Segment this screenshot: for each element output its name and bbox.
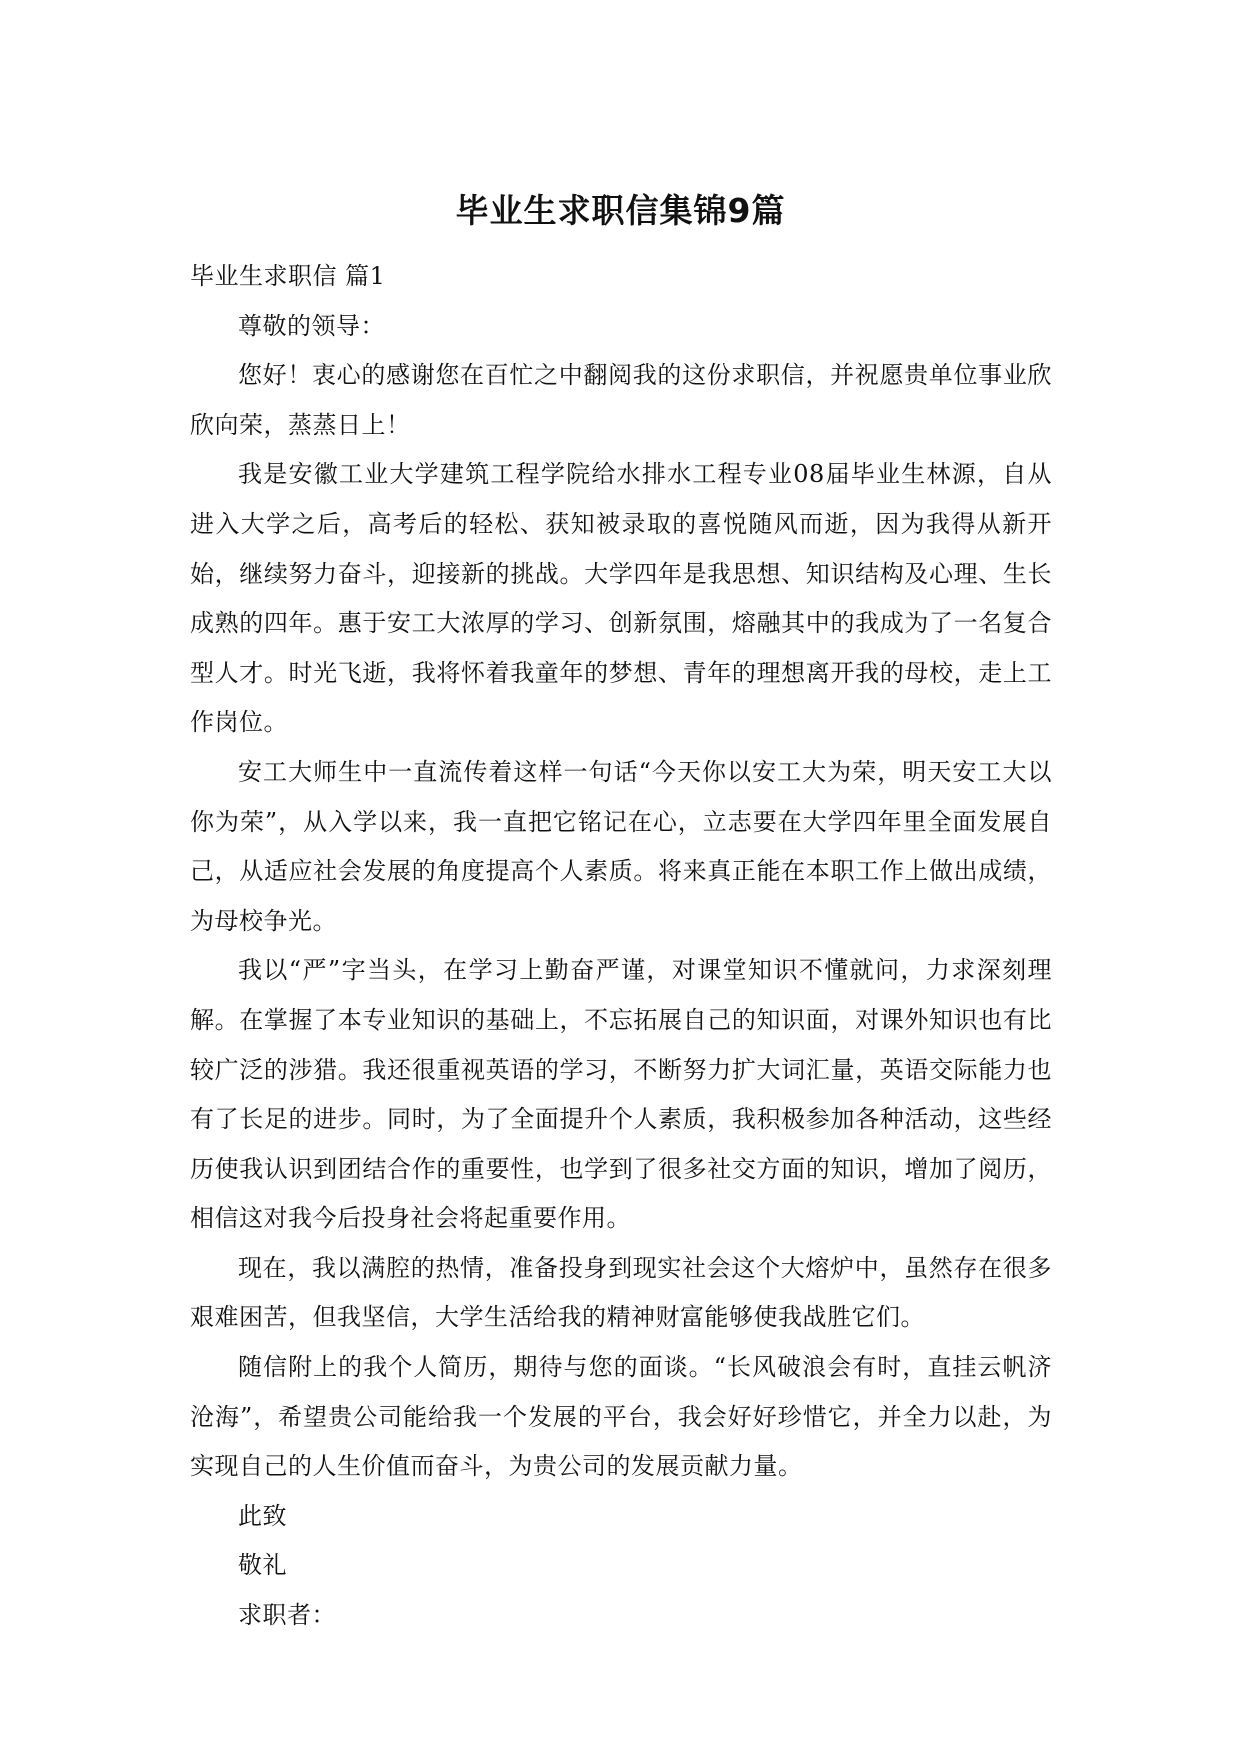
paragraph: 现在，我以满腔的热情，准备投身到现实社会这个大熔炉中，虽然存在很多艰难困苦，但我坚信，大学生活给我的精神财富能够使我战胜它们。 [190,1253,1052,1332]
signature-label: 求职者： [238,1601,336,1630]
document-title: 毕业生求职信集锦9篇 [455,191,786,230]
paragraph: 我是安徽工业大学建筑工程学院给水排水工程专业08届毕业生林源，自从进入大学之后，高考后的轻松、获知被录取的喜悦随风而逝，因为我得从新开始，继续努力奋斗，迎接新的挑战。大学四年是我思想、知识结构及心理、生长成熟的四年。惠于安工大浓厚的学习、创新氛围，熔融其中的我成为了一名复合型人才。时光飞逝，我将怀着我童年的梦想、青年的理想离开我的母校，走上工作岗位。 [190,460,1052,737]
document-body [190,252,1052,1641]
paragraph: 安工大师生中一直流传着这样一句话“今天你以安工大为荣，明天安工大以你为荣”，从入学以来，我一直把它铭记在心，立志要在大学四年里全面发展自己，从适应社会发展的角度提高个人素质。将来真正能在本职工作上做出成绩，为母校争光。 [190,757,1052,935]
paragraph: 您好！衷心的感谢您在百忙之中翻阅我的这份求职信，并祝愿贵单位事业欣欣向荣，蒸蒸日上！ [190,361,1052,439]
closing-line: 敬礼 [238,1551,287,1580]
paragraph: 我以“严”字当头，在学习上勤奋严谨，对课堂知识不懂就问，力求深刻理解。在掌握了本专业知识的基础上，不忘拓展自己的知识面，对课外知识也有比较广泛的涉猎。我还很重视英语的学习，不断努力扩大词汇量，英语交际能力也有了长足的进步。同时，为了全面提升个人素质，我积极参加各种活动，这些经历使我认识到团结合作的重要性，也学到了很多社交方面的知识，增加了阅历，相信这对我今后投身社会将起重要作用。 [190,956,1052,1233]
closing-line: 此致 [238,1501,287,1530]
salutation: 尊敬的领导： [238,311,385,340]
paragraph: 随信附上的我个人简历，期待与您的面谈。“长风破浪会有时，直挂云帆济沧海”，希望贵公司能给我一个发展的平台，我会好好珍惜它，并全力以赴，为实现自己的人生价值而奋斗，为贵公司的发展贡献力量。 [190,1353,1052,1481]
section-heading: 毕业生求职信 篇1 [190,262,386,290]
